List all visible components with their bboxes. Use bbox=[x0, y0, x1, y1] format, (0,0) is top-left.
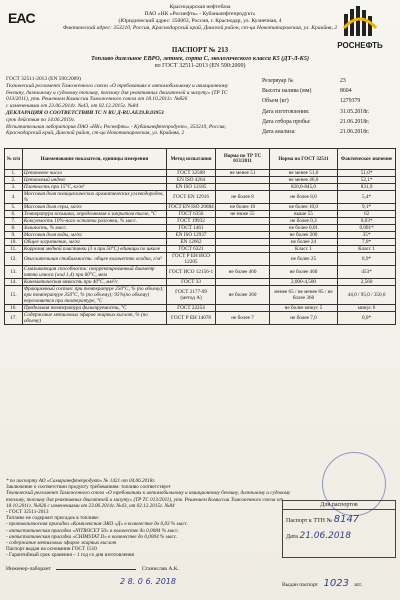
table-cell bbox=[216, 177, 270, 184]
table-cell: Фракционный состав: при температуре 250°С, % (по объему); при температуре 350°С, % (по объему); 95%(по объему) перегоняется при температуре, °С bbox=[22, 286, 166, 305]
document-title: ПАСПОРТ № 213 bbox=[171, 46, 229, 54]
batch-info-row: Дата анализа: 21.06.2018г. bbox=[262, 129, 370, 136]
table-cell: Кинематическая вязкость при 40°С, мм²/с bbox=[22, 279, 166, 286]
table-cell: Коррозия медной пластинки (3 ч при 50°С) единицы по шкале bbox=[22, 246, 166, 253]
product-name: Топливо дизельное ЕВРО, летнее, сорта С, экологического класса К5 (ДТ-Л-К5) bbox=[90, 55, 310, 62]
table-cell: не более 24 bbox=[269, 239, 337, 246]
table-row bbox=[5, 211, 396, 218]
regulation-line: с изменениями от 23.06.2014г. №43, от 02.12.2015г. №84 bbox=[6, 103, 139, 110]
table-cell: 14. bbox=[5, 279, 23, 286]
table-cell: ГОСТ 1461 bbox=[166, 225, 215, 232]
table-cell: 5,4* bbox=[338, 191, 396, 204]
issued-row: Выдан паспорт 1023 шт. bbox=[282, 578, 363, 589]
product-standard: по ГОСТ 32511-2013 (EN 590:2009) bbox=[154, 63, 246, 69]
table-cell: 62 bbox=[338, 211, 396, 218]
ttn-number: 8147 bbox=[333, 514, 360, 525]
table-cell: не ниже 55 bbox=[216, 211, 270, 218]
conclusion-line: - содержание метиловых эфиров жирных кислот bbox=[6, 540, 117, 547]
table-cell: не более 360 bbox=[216, 286, 270, 305]
table-cell: EN ISO 4264 bbox=[166, 177, 215, 184]
table-cell: ГОСТ Р ЕН ИСО 12205 bbox=[166, 253, 215, 266]
table-cell: 3. bbox=[5, 184, 23, 191]
table-cell: Цетановое число bbox=[22, 170, 166, 177]
table-cell: 11. bbox=[5, 246, 23, 253]
conclusion-line: - антистатическая присадка «NITROCET 50» в количестве до 0,0084 % масс. bbox=[6, 527, 180, 534]
table-row bbox=[5, 218, 396, 225]
table-cell bbox=[216, 279, 270, 286]
header-line: Фактический адрес: 353210, Россия, Краснодарский край, Динской район, ст-ца Новотитаровская, ул. Краийня, 2 bbox=[62, 25, 338, 31]
table-cell bbox=[216, 246, 270, 253]
table-cell: ГОСТ EN 12916 bbox=[166, 191, 215, 204]
table-cell: 4. bbox=[5, 191, 23, 204]
table-cell: менее 65 / не менее 85 / не более 360 bbox=[269, 286, 337, 305]
table-cell: Температура вспышки, определяемая в закрытом тигле, °С bbox=[22, 211, 166, 218]
batch-info bbox=[262, 76, 394, 137]
table-row bbox=[5, 191, 396, 204]
table-cell: Цетановый индекс bbox=[22, 177, 166, 184]
table-cell bbox=[216, 225, 270, 232]
table-row bbox=[5, 177, 396, 184]
table-cell: Массовая доля серы, мг/кг bbox=[22, 204, 166, 211]
table-cell: ГОСТ 32508 bbox=[166, 170, 215, 177]
batch-info-row: Высота налива (мм) 8604 bbox=[262, 88, 352, 95]
regulation-line: ДЕКЛАРАЦИЯ О СООТВЕТСТВИИ ТС N RU Д-RU.AE29.B.03953 bbox=[6, 109, 164, 116]
conclusion-line: Паспорт выдан на основании ГОСТ 1510 bbox=[6, 546, 97, 553]
column-header: Норма по ГОСТ 32511 bbox=[269, 149, 337, 170]
table-cell: 9,1* bbox=[338, 204, 396, 211]
table-cell: 7. bbox=[5, 218, 23, 225]
conclusion-line: * по паспорту АО «Самаранефтепродукт» № 1421 от 04.06.2018г. bbox=[6, 478, 156, 484]
table-header-row bbox=[5, 149, 396, 170]
table-body bbox=[5, 170, 396, 325]
stamp-date-row: Дата 21.06.2018 bbox=[286, 531, 351, 541]
table-cell: Общее загрязнение, мг/кг bbox=[22, 239, 166, 246]
table-row bbox=[5, 225, 396, 232]
table-cell bbox=[216, 232, 270, 239]
signature-line bbox=[56, 569, 136, 570]
table-cell: не более 460 bbox=[216, 266, 270, 279]
table-cell: 7,0* bbox=[338, 239, 396, 246]
table-cell: 1. bbox=[5, 170, 23, 177]
table-cell: 9. bbox=[5, 232, 23, 239]
table-cell: 12. bbox=[5, 253, 23, 266]
table-cell: не более 460 bbox=[269, 266, 337, 279]
table-cell: не более 8,0 bbox=[269, 191, 337, 204]
issuer-header bbox=[60, 4, 340, 32]
header-line: ПАО «НК «Роснефть» - Кубаньнефтепродукт» bbox=[144, 11, 256, 17]
table-cell: 0,0* bbox=[338, 312, 396, 325]
conclusion-line: Топливо не содержит присадок в топливе: bbox=[6, 515, 100, 522]
conclusion-line: Заключение о соответствии продукту требованиям: топливо соответствует bbox=[6, 484, 171, 491]
table-cell bbox=[216, 253, 270, 266]
table-row bbox=[5, 305, 396, 312]
table-cell: 2,560 bbox=[338, 279, 396, 286]
table-cell: 8,9* bbox=[338, 253, 396, 266]
conclusion-line: - Гарантийный срок хранения – 1 год со дня изготовления bbox=[6, 552, 134, 559]
table-row bbox=[5, 184, 396, 191]
table-cell: 453* bbox=[338, 266, 396, 279]
table-cell: ГОСТ ИСО 12156-1 bbox=[166, 266, 215, 279]
regulations-block bbox=[6, 76, 242, 137]
header-line: Краснодарская нефтебаза bbox=[169, 4, 231, 10]
table-cell: Смазывающая способность: скорректированный диаметр пятна износа (wsd 1,4) при 60°С, мкм bbox=[22, 266, 166, 279]
column-header: Норма по ТР ТС 013/2011 bbox=[216, 149, 270, 170]
table-cell: Зольность, % масс. bbox=[22, 225, 166, 232]
table-cell: ГОСТ Р ЕН 14078 bbox=[166, 312, 215, 325]
table-cell: Предельная температура фильтруемости, °С bbox=[22, 305, 166, 312]
table-cell: 6. bbox=[5, 211, 23, 218]
table-cell: EN 12662 bbox=[166, 239, 215, 246]
specification-table bbox=[4, 148, 396, 325]
table-row bbox=[5, 232, 396, 239]
table-cell: Класс 1 bbox=[269, 246, 337, 253]
table-cell: Окислительная стабильность: общее количество осадка, г/м³ bbox=[22, 253, 166, 266]
table-cell: 0,03* bbox=[338, 218, 396, 225]
table-row bbox=[5, 286, 396, 305]
date-stamp: 2 8. 0 6. 2018 bbox=[120, 577, 176, 586]
table-cell: не более 200 bbox=[269, 232, 337, 239]
conclusion-line: - ГОСТ 32511-2013 bbox=[6, 509, 49, 516]
table-row bbox=[5, 253, 396, 266]
batch-info-row: Дата отбора пробы: 21.06.2018г. bbox=[262, 118, 370, 125]
table-cell: Плотность при 15°С, кг/м³ bbox=[22, 184, 166, 191]
ttn-row: Паспорт к ТТН № 8147 bbox=[286, 514, 360, 525]
conclusion-line: - противоизносная присадка «Комплексная-ЭКО «Д» в количестве до 0,03 % масс. bbox=[6, 521, 189, 528]
table-cell bbox=[216, 239, 270, 246]
table-cell: не более 7,0 bbox=[269, 312, 337, 325]
table-cell: ГОСТ 6356 bbox=[166, 211, 215, 218]
column-header: Наименование показателя, единицы измерения bbox=[22, 149, 166, 170]
table-cell: Массовая доля воды, мг/кг bbox=[22, 232, 166, 239]
issued-count: 1023 bbox=[323, 578, 349, 589]
table-cell: Содержание метиловых эфиров жирных кислот, % (по объему) bbox=[22, 312, 166, 325]
table-cell: 44,0 / 95,0 / 350,0 bbox=[338, 286, 396, 305]
table-cell: 10. bbox=[5, 239, 23, 246]
regulation-line: ГОСТ 32511-2013 (EN 590:2009) bbox=[6, 76, 81, 82]
table-cell: 52,1* bbox=[338, 177, 396, 184]
table-cell: ГОСТ 33 bbox=[166, 279, 215, 286]
table-cell: не более 7 bbox=[216, 312, 270, 325]
table-cell: 51,0* bbox=[338, 170, 396, 177]
stamp-date: 21.06.2018 bbox=[299, 531, 351, 541]
table-cell: ГОСТ 2177-99 (метод А) bbox=[166, 286, 215, 305]
table-row bbox=[5, 204, 396, 211]
batch-info-row: Дата изготовления: 31.05.2018г. bbox=[262, 108, 370, 115]
table-cell: не менее 46,0 bbox=[269, 177, 337, 184]
eac-mark: EAC bbox=[8, 10, 35, 26]
table-cell: 2,000-4,500 bbox=[269, 279, 337, 286]
table-cell: 16. bbox=[5, 305, 23, 312]
table-cell: выше 55 bbox=[269, 211, 337, 218]
table-cell: 831,9 bbox=[338, 184, 396, 191]
table-cell: не более минус 5 bbox=[269, 305, 337, 312]
table-cell: 820,0-845,0 bbox=[269, 184, 337, 191]
brand-name: РОСНЕФТЬ bbox=[337, 41, 383, 50]
batch-info-row: Резервуар № 23 bbox=[262, 78, 346, 84]
stamp-box-title: Для паспортов bbox=[283, 501, 395, 510]
table-row bbox=[5, 170, 396, 177]
table-row bbox=[5, 246, 396, 253]
table-cell: ГОСТ 22254 bbox=[166, 305, 215, 312]
conclusion-line: - антистатическая присадка «CHIMSTAT D» в количестве до 0,0004 % масс. bbox=[6, 533, 178, 540]
table-cell: не более 8 bbox=[216, 191, 270, 204]
column-header: Метод испытания bbox=[166, 149, 215, 170]
table-cell bbox=[216, 184, 270, 191]
table-cell: EN ISO 12937 bbox=[166, 232, 215, 239]
table-cell: не более 0,3 bbox=[269, 218, 337, 225]
table-cell: не более 10 bbox=[216, 204, 270, 211]
table-cell: Массовая доля полициклических ароматических углеводородов, % bbox=[22, 191, 166, 204]
table-cell bbox=[216, 218, 270, 225]
table-cell: ГОСТ 19932 bbox=[166, 218, 215, 225]
column-header: № п/п bbox=[5, 149, 23, 170]
table-cell: EN ISO 12185 bbox=[166, 184, 215, 191]
rosneft-emblem-icon bbox=[342, 6, 378, 36]
table-cell: 13. bbox=[5, 266, 23, 279]
regulation-line: срок действия по 14.06.2019г. bbox=[6, 116, 76, 123]
table-cell: 15. bbox=[5, 286, 23, 305]
batch-info-row: Объем (кг) 1279379 bbox=[262, 98, 361, 105]
table-row bbox=[5, 312, 396, 325]
table-cell: не более 25 bbox=[269, 253, 337, 266]
column-header: Фактическое значение bbox=[338, 149, 396, 170]
table-cell: 0,001* bbox=[338, 225, 396, 232]
table-cell bbox=[216, 305, 270, 312]
table-cell: не более 0,01 bbox=[269, 225, 337, 232]
table-cell: не менее 51 bbox=[216, 170, 270, 177]
table-cell: Класс 1 bbox=[338, 246, 396, 253]
table-cell: 17. bbox=[5, 312, 23, 325]
conclusion-line: Технический регламент Таможенного союза «О требованиях к автомобильному и авиационному бензину, дизельному и судовому топливу, топливу для реактивных двигателей и мазуту» (ТР ТС 013/2011), утв. Решением Комиссии Таможенного союза от 18.10.2011г. №826 с изменениями от 23.06.2014г. №43, от 02.12.2015г. №84 bbox=[6, 490, 291, 509]
table-cell: ГОСТ EN ISO 20884 bbox=[168, 204, 214, 210]
table-cell: Коксуемость 10%-ного остатка разгонки, % масс. bbox=[22, 218, 166, 225]
table-row bbox=[5, 279, 396, 286]
conclusion-block bbox=[6, 478, 306, 559]
table-cell: 35* bbox=[338, 232, 396, 239]
regulation-line: Испытательная лаборатория ПАО «НК» Роснефть» - Кубаньнефтепродукт», 353210, Россия, Краснодарский край, Динской район, ст-ца Новотитаровская, ул. Крайняя, 2 bbox=[6, 123, 227, 137]
table-cell: минус 6 bbox=[338, 305, 396, 312]
table-cell: не более 10,0 bbox=[269, 204, 337, 211]
table-cell: ГОСТ 6321 bbox=[166, 246, 215, 253]
table-cell: не менее 51,0 bbox=[269, 170, 337, 177]
engineer-signature-row: Инженер-лаборант Станислав А.К. bbox=[6, 566, 179, 572]
header-line: (Юридический адрес: 350063, Россия, г. Краснодар, ул. Кузнечная, 4 bbox=[118, 18, 282, 24]
table-cell: 8. bbox=[5, 225, 23, 232]
regulation-line: Технический регламент Таможенного союза «О требованиях к автомобильному и авиационному бензину, дизельному и судовому топливу, топливу для реактивных двигателей и мазуту» (ТР ТС 013/2011), утв. Решением Комиссии Таможенного союза от 18.10.2011г. №826 bbox=[6, 82, 229, 103]
table-row bbox=[5, 266, 396, 279]
table-cell: 5. bbox=[5, 204, 23, 211]
passport-stamp-box bbox=[282, 500, 396, 558]
table-row bbox=[5, 239, 396, 246]
table-cell: 2. bbox=[5, 177, 23, 184]
